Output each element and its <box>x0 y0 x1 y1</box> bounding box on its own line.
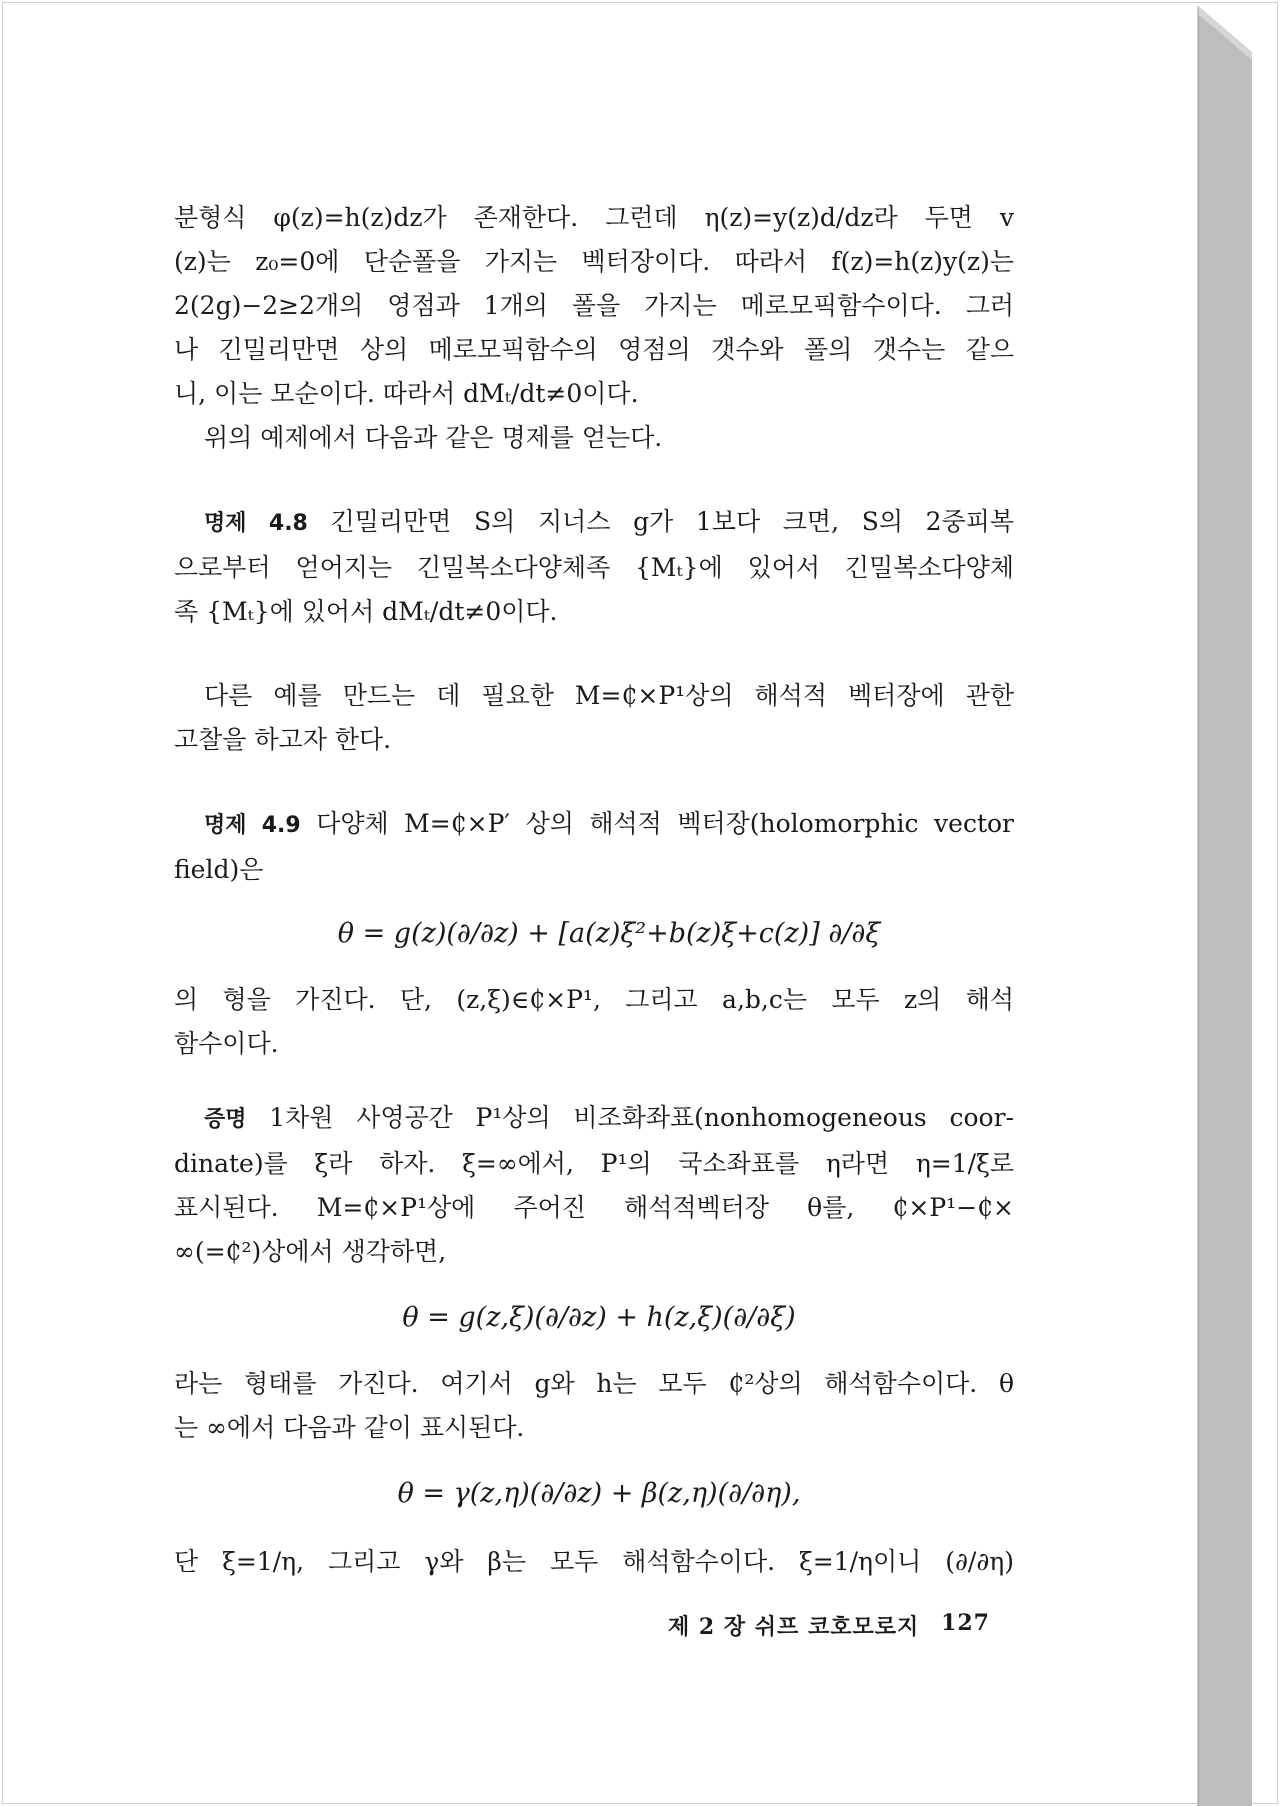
page-content <box>174 196 1014 1584</box>
page-footer <box>668 1610 990 1641</box>
proposition-4-8-label: 명제 4.8 <box>204 511 308 536</box>
after-equation-1-line-2: 함수이다. <box>174 1029 279 1058</box>
proof-line-4: ∞(=₵²)상에서 생각하면, <box>174 1237 447 1266</box>
equation-affine-chart: θ = g(z,ξ)(∂/∂z) + h(z,ξ)(∂/∂ξ) <box>402 1302 796 1333</box>
proof-line-3: 표시된다. M=₵×P¹상에 주어진 해석적벡터장 θ를, ₵×P¹−₵× <box>174 1193 1014 1222</box>
equation-infinity-chart: θ = γ(z,η)(∂/∂z) + β(z,η)(∂/∂η), <box>397 1478 801 1509</box>
body-line-4: 나 긴밀리만면 상의 메로모픽함수의 영점의 갯수와 폴의 갯수는 같으 <box>174 335 1014 364</box>
after-equation-2-line-1: 라는 형태를 가진다. 여기서 g와 h는 모두 ₵²상의 해석함수이다. θ <box>174 1369 1014 1398</box>
equation-vector-field: θ = g(z)(∂/∂z) + [a(z)ξ²+b(z)ξ+c(z)] ∂/∂ξ <box>337 918 881 949</box>
body-line-2: (z)는 z₀=0에 단순폴을 가지는 벡터장이다. 따라서 f(z)=h(z)y(z)는 <box>174 247 1014 276</box>
proposition-4-9-text-1: 다양체 M=₵×P′ 상의 해석적 벡터장(holomorphic vector <box>316 809 1015 838</box>
body-line-6: 위의 예제에서 다음과 같은 명제를 얻는다. <box>204 423 663 452</box>
after-equation-1-line-1: 의 형을 가진다. 단, (z,ξ)∈₵×P¹, 그리고 a,b,c는 모두 z의 해석 <box>174 985 1014 1014</box>
last-body-line: 단 ξ=1/η, 그리고 γ와 β는 모두 해석함수이다. ξ=1/η이니 (∂/∂η) <box>174 1547 1014 1576</box>
body-line-3: 2(2g)−2≥2개의 영점과 1개의 폴을 가지는 메로모픽함수이다. 그러 <box>174 291 1014 320</box>
intro-line-1: 다른 예를 만드는 데 필요한 M=₵×P¹상의 해석적 벡터장에 관한 <box>204 681 1014 710</box>
proposition-4-9-line-2: field)은 <box>174 855 264 884</box>
proposition-4-8-line-3: 족 {Mₜ}에 있어서 dMₜ/dt≠0이다. <box>174 597 558 626</box>
chapter-title: 제 2 장 쉬프 코호모로지 <box>668 1614 920 1640</box>
proof-line-1 <box>174 1096 1014 1142</box>
proof-text-1: 1차원 사영공간 P¹상의 비조화좌표(nonhomogeneous coor- <box>269 1103 1014 1132</box>
body-line-5: 니, 이는 모순이다. 따라서 dMₜ/dt≠0이다. <box>174 379 639 408</box>
proposition-4-9-label: 명제 4.9 <box>204 813 301 838</box>
body-line-1: 분형식 φ(z)=h(z)dz가 존재한다. 그런데 η(z)=y(z)d/dz라 두면 v <box>174 203 1014 232</box>
proposition-4-9-line-1 <box>174 802 1014 848</box>
proof-label: 증명 <box>204 1107 247 1132</box>
proposition-4-8-line-2: 으로부터 얻어지는 긴밀복소다양체족 {Mₜ}에 있어서 긴밀복소다양체 <box>174 553 1014 582</box>
page-number: 127 <box>941 1610 990 1636</box>
intro-line-2: 고찰을 하고자 한다. <box>174 725 392 754</box>
proposition-4-8-text-1: 긴밀리만면 S의 지너스 g가 1보다 크면, S의 2중피복 <box>330 507 1015 536</box>
proof-line-2: dinate)를 ξ라 하자. ξ=∞에서, P¹의 국소좌표를 η라면 η=1/ξ로 <box>174 1149 1014 1178</box>
after-equation-2-line-2: 는 ∞에서 다음과 같이 표시된다. <box>174 1413 525 1442</box>
proposition-4-8-line-1 <box>174 500 1014 546</box>
